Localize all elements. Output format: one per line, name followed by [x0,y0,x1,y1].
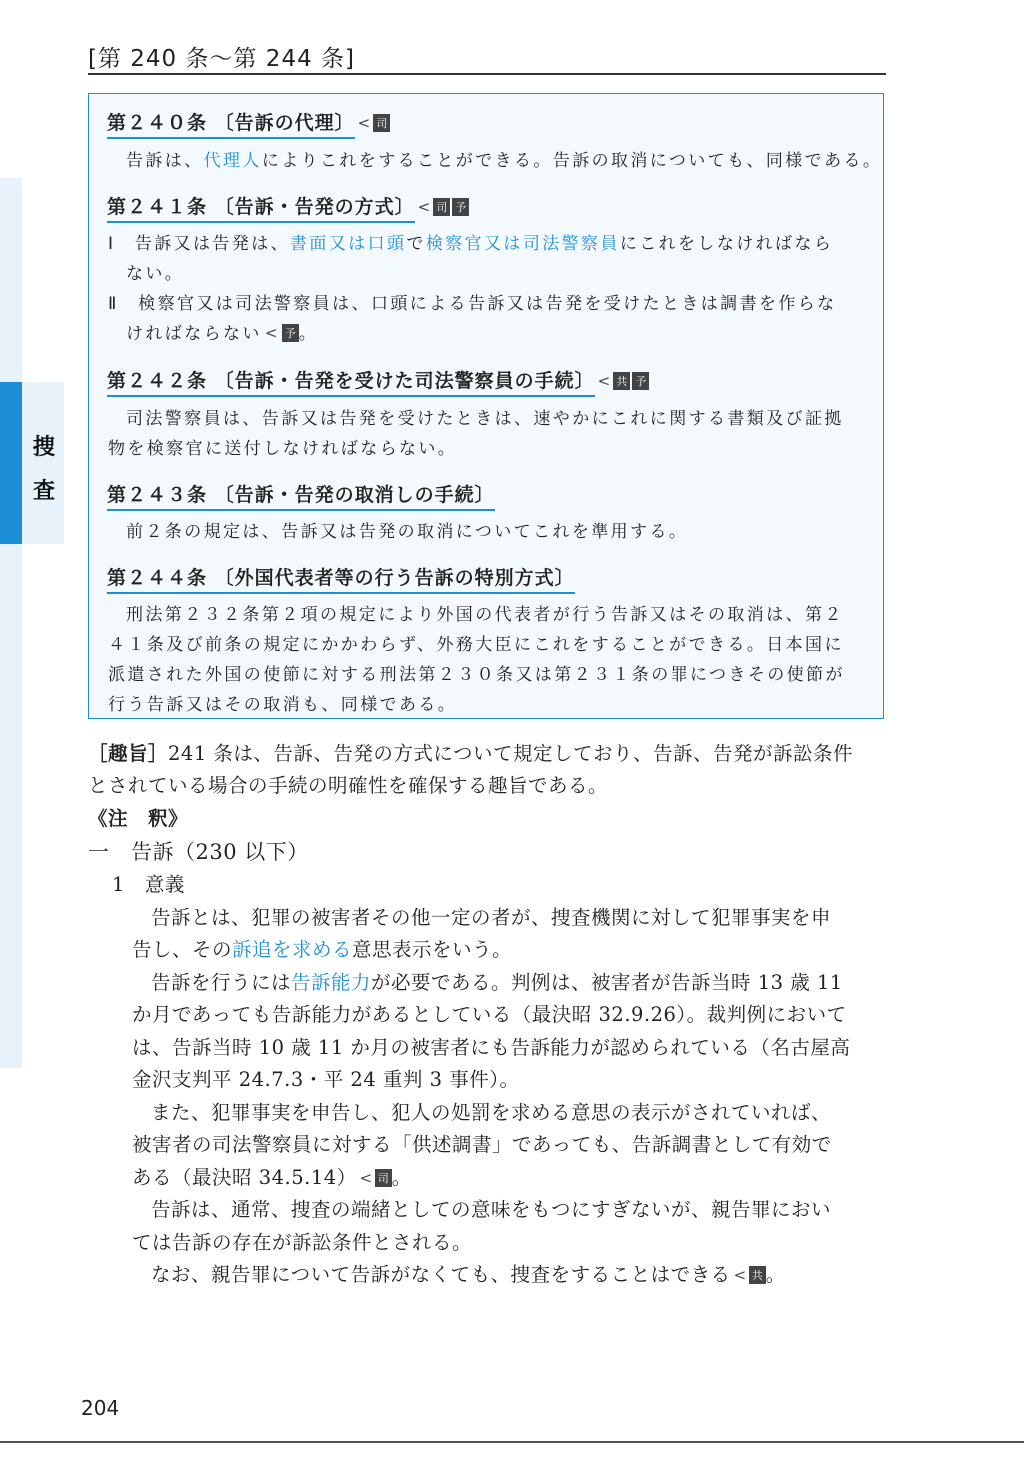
article-243-heading [107,480,495,507]
para-5-line-1: なお、親告罪について告訴がなくても、捜査をすることはできる < 共 。 [151,1263,786,1286]
badge-icon: 司 [373,114,390,132]
article-244-line-1: 刑法第２３２条第２項の規定により外国の代表者が行う告訴又はその取消は、第２ [126,605,844,625]
badge-icon: 予 [452,198,469,216]
article-241-heading [107,192,469,219]
article-244-line-4: 行う告訴又はその取消も、同様である。 [108,695,458,715]
article-240-heading [107,108,390,135]
article-242-line-2: 物を検察官に送付しなければならない。 [108,439,458,459]
arrow-icon: < [359,1169,373,1187]
badge-icon: 司 [433,198,450,216]
side-margin-band [0,178,22,1068]
para-3-line-2: 被害者の司法警察員に対する「供述調書」であっても、告訴調書として有効で [132,1133,832,1156]
para-4-line-1: 告訴は、通常、捜査の端緒としての意味をもつにすぎないが、親告罪におい [151,1198,832,1221]
article-242-line-1: 司法警察員は、告訴又は告発を受けたときは、速やかにこれに関する書類及び証拠 [126,409,844,429]
subsection-heading: 1 意義 [112,873,185,896]
para-3-line-3: ある（最決昭 34.5.14） < 司 。 [132,1166,412,1189]
arrow-icon: < [357,114,372,132]
footer-rule [0,1441,1024,1443]
article-243-line-1: 前２条の規定は、告訴又は告発の取消についてこれを準用する。 [126,522,689,542]
para-1-line-2: 告し、その訴追を求める意思表示をいう。 [132,938,513,961]
para-3-line-1: また、犯罪事実を申告し、犯人の処罰を求める意思の表示がされていれば、 [151,1101,832,1124]
badge-icon: 共 [749,1266,766,1284]
article-241-line-2: ない。 [126,264,185,284]
badge-icon: 共 [613,372,630,390]
para-2-line-2: か月であっても告訴能力があるとしている（最決昭 32.9.26）。裁判例において [132,1003,847,1026]
article-244-heading [107,563,575,590]
arrow-icon: < [597,372,612,390]
arrow-icon: < [264,324,280,342]
article-241-line-3: Ⅱ 検察官又は司法警察員は、口頭による告訴又は告発を受けたときは調書を作らな [108,294,837,314]
para-2-line-4: 金沢支判平 24.7.3・平 24 重判 3 事件）。 [132,1068,520,1091]
section-heading: 一 告訴（230 以下） [88,840,309,864]
para-1-line-1: 告訴とは、犯罪の被害者その他一定の者が、捜査機関に対して犯罪事実を申 [151,906,832,929]
commentary-heading: 《注 釈》 [88,807,189,830]
header-rule [88,73,886,75]
badge-icon: 予 [632,372,649,390]
purpose-label: ［趣旨］ [88,742,169,765]
purpose-line-2: とされている場合の手続の明確性を確保する趣旨である。 [88,774,609,797]
arrow-icon: < [733,1266,747,1284]
article-heading-text: 第２４４条 〔外国代表者等の行う告訴の特別方式〕 [107,567,575,594]
article-244-line-3: 派遣された外国の使節に対する刑法第２３０条又は第２３１条の罪につきその使節が [108,665,845,685]
article-heading-text: 第２４３条 〔告訴・告発の取消しの手続〕 [107,484,495,511]
article-heading-text: 第２４０条 〔告訴の代理〕 [107,112,355,139]
para-4-line-2: ては告訴の存在が訴訟条件とされる。 [132,1231,473,1254]
article-242-heading [107,366,649,393]
article-240-line-1: 告訴は、代理人によりこれをすることができる。告訴の取消についても、同様である。 [126,151,883,171]
badge-icon: 予 [282,324,299,342]
article-241-line-4: ければならない < 予 。 [126,324,319,344]
arrow-icon: < [417,198,432,216]
badge-icon: 司 [375,1169,392,1187]
article-244-line-2: ４１条及び前条の規定にかかわらず、外務大臣にこれをすることができる。日本国に [108,635,844,655]
article-heading-text: 第２４２条 〔告訴・告発を受けた司法警察員の手続〕 [107,370,595,397]
chapter-tab-char-1: 捜 [32,435,55,460]
chapter-tab-char-2: 査 [32,479,55,504]
article-heading-text: 第２４１条 〔告訴・告発の方式〕 [107,196,415,223]
article-241-line-1: Ⅰ 告訴又は告発は、書面又は口頭で検察官又は司法警察員にこれをしなければなら [108,234,834,254]
para-2-line-1: 告訴を行うには告訴能力が必要である。判例は、被害者が告訴当時 13 歳 11 [151,971,843,994]
running-header: [第 240 条〜第 244 条] [88,46,355,72]
chapter-tab-bar [0,382,22,544]
purpose-line-1: ［趣旨］241 条は、告訴、告発の方式について規定しており、告訴、告発が訴訟条件 [88,742,854,765]
para-2-line-3: は、告訴当時 10 歳 11 か月の被害者にも告訴能力が認められている（名古屋高 [132,1036,851,1059]
page-number: 204 [81,1396,120,1420]
